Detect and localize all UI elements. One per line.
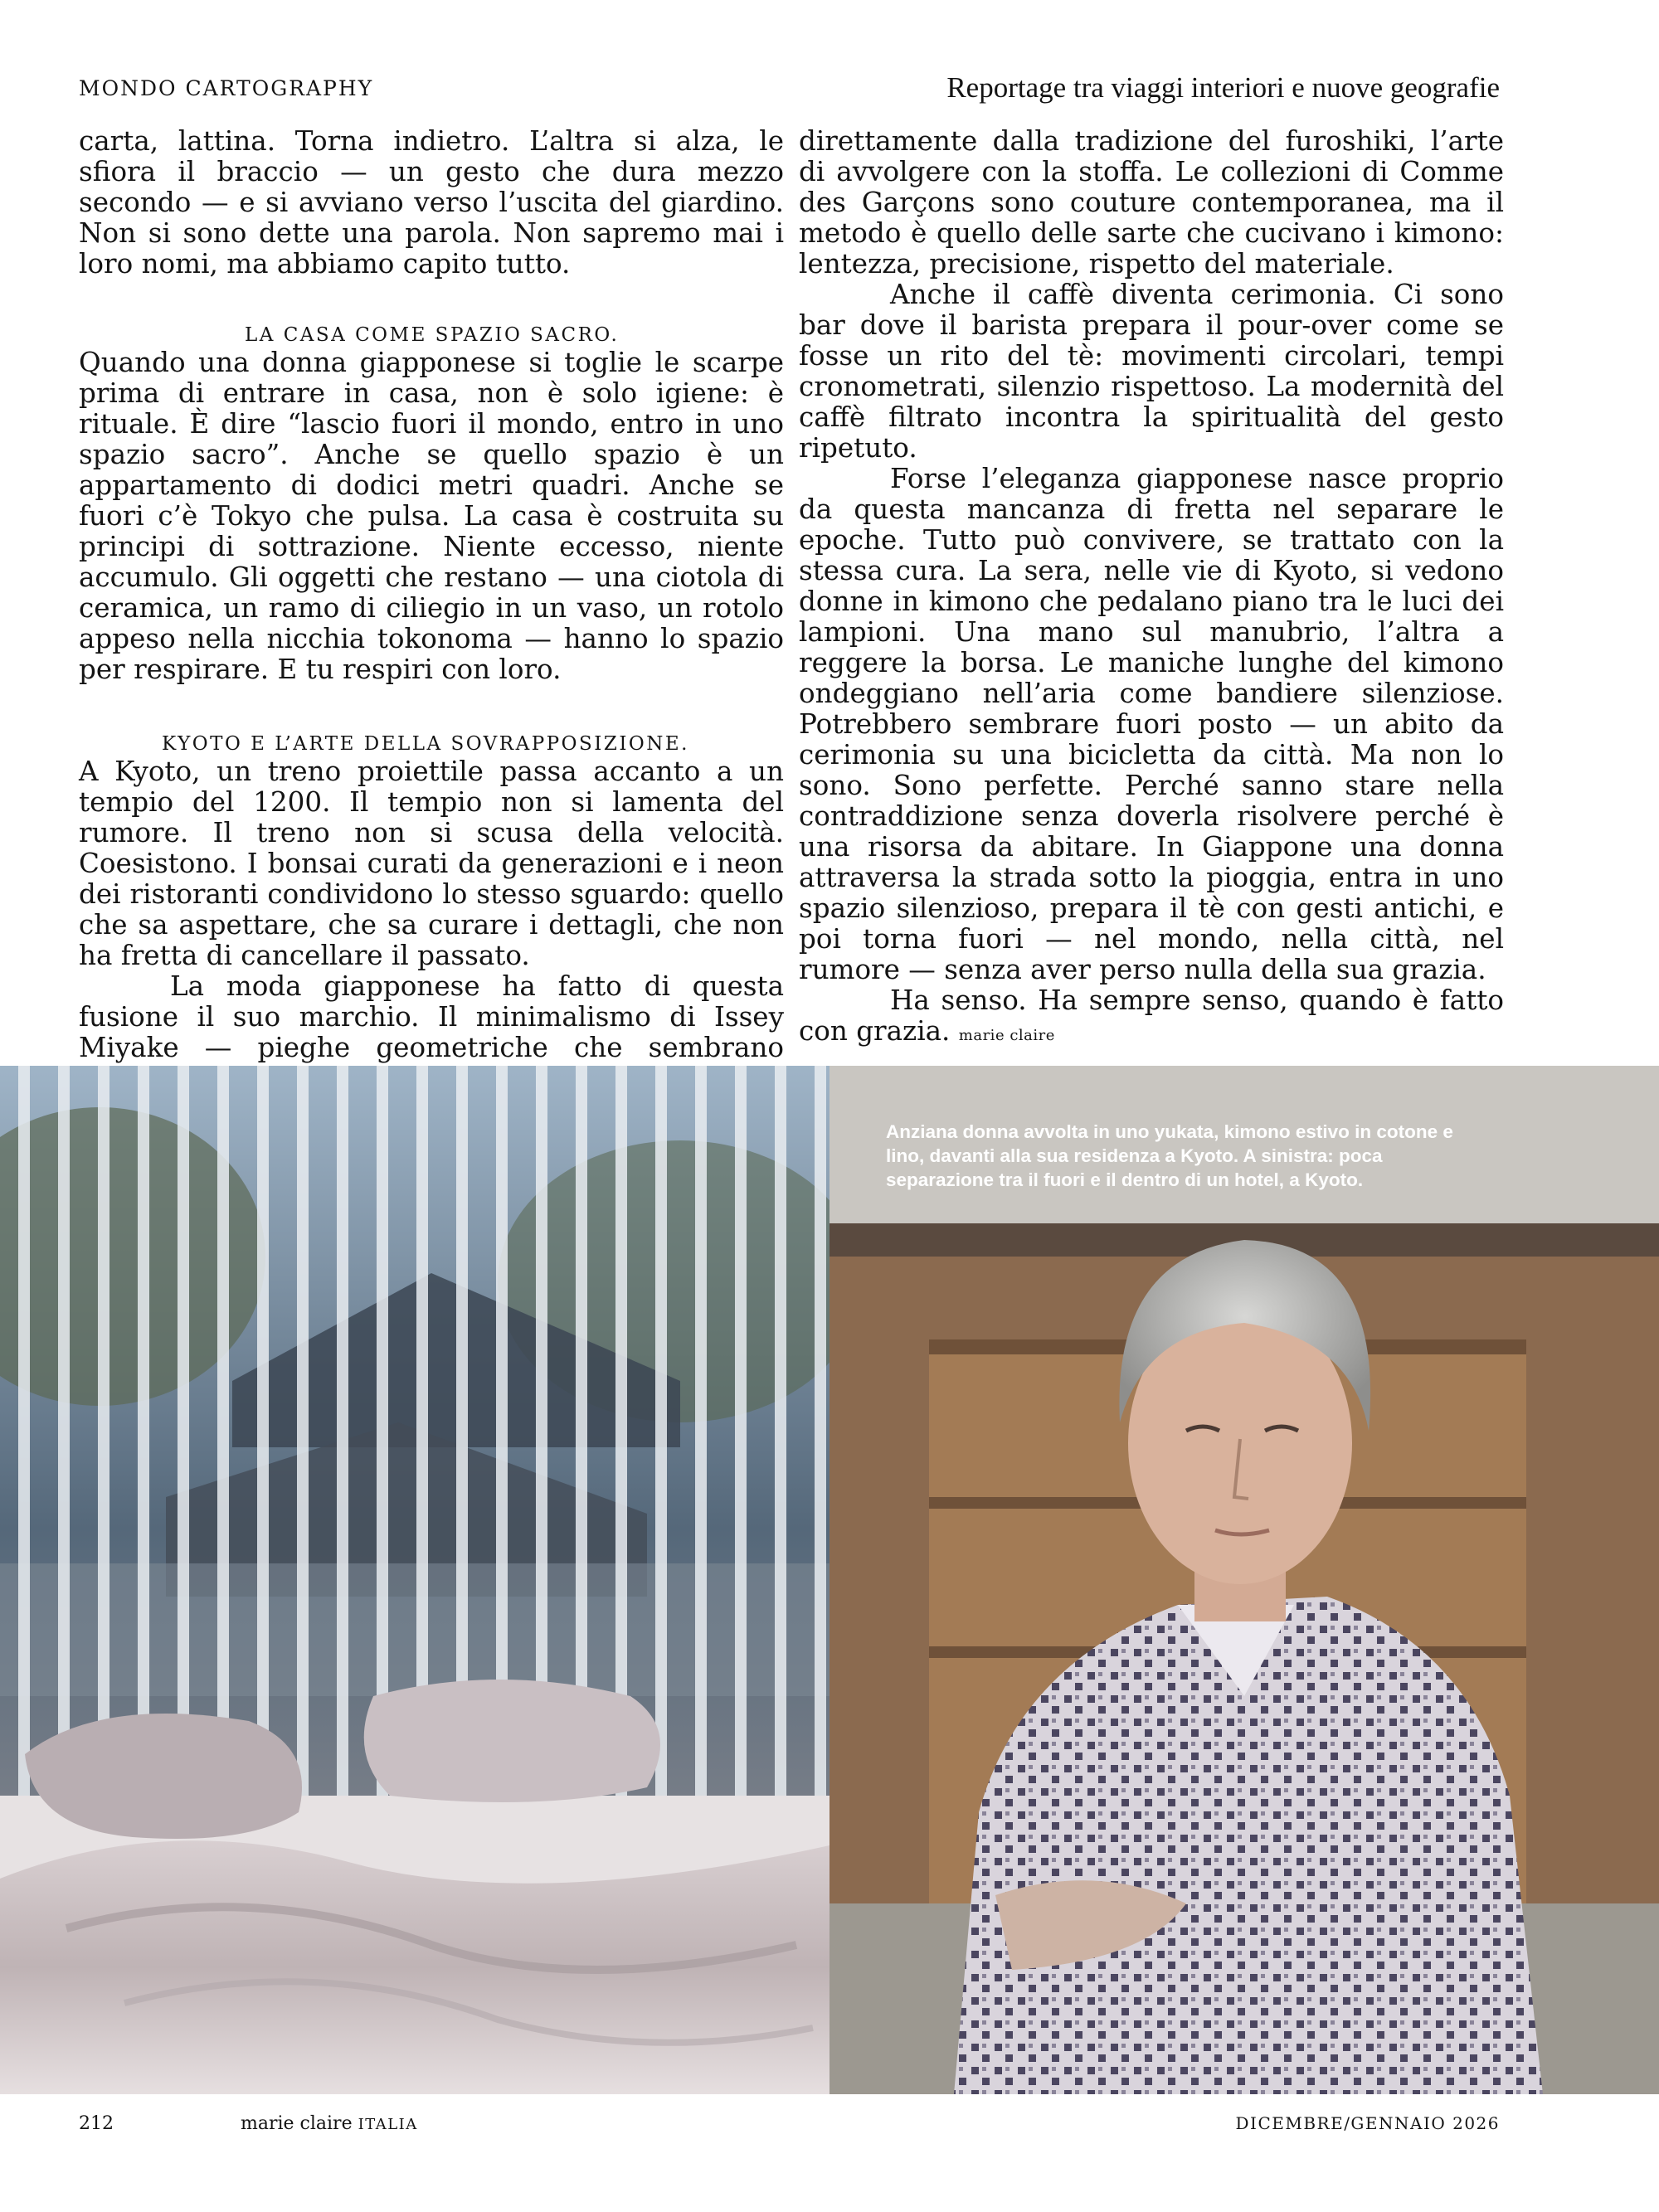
subheading: KYOTO E L’ARTE DELLA SOVRAPPOSIZIONE. [162,733,689,755]
photo-caption: Anziana donna avvolta in uno yukata, kimono estivo in cotone e lino, davanti alla sua residenza a Kyoto. A sinistra: poca separazione tra il fuori e il dentro di un hotel, a Kyoto. [886,1121,1453,1190]
paragraph: Quando una donna giapponese si toglie le scarpe prima di entrare in casa, non è solo igiene: è rituale. È dire “lascio fuori il mondo, entro in uno spazio sacro”. Anche se quello spazio è un appartamento di dodici metri quadri. Anche se fuori c’è Tokyo che pulsa. La casa è costruita su principi di sottrazione. Niente eccesso, niente accumulo. Gli oggetti che restano — una ciotola di ceramica, un ramo di ciliegio in un vaso, un rotolo appeso nella nicchia tokonoma — hanno lo spazio per respirare. E tu respiri con loro. [79,347,784,685]
paragraph: direttamente dalla tradizione del furoshiki, l’arte di avvolgere con la stoffa. Le collezioni di Comme des Garçons sono couture contemporanea, ma il metodo è quello delle sarte che cucivano i kimono: lentezza, precisione, rispetto del materiale. [799,125,1504,280]
subheading: LA CASA COME SPAZIO SACRO. [245,324,620,346]
paragraph: La moda giapponese ha fatto di questa fusione il suo marchio. Il minimalismo di Issey Miyake — pieghe geometriche che sembrano [79,970,784,1063]
magazine-edition: ITALIA [358,2116,418,2133]
paragraph: Anche il caffè diventa cerimonia. Ci sono bar dove il barista prepara il pour-over come se fosse un rito del tè: movimenti circolari, tempi cronometrati, silenzio rispettoso. La modernità del caffè filtrato incontra la spiritualità del gesto ripetuto. [799,279,1504,464]
closing-paragraph [799,985,1504,1051]
portrait-photo [830,1066,1659,2094]
portrait-illustration [830,1066,1659,2094]
magazine-name-text: marie claire [241,2113,353,2134]
paragraph: A Kyoto, un treno proiettile passa accanto a un tempio del 1200. Il tempio non si lamenta del rumore. Il treno non si scusa della velocità. Coesistono. I bonsai curati da generazioni e i neon dei ristoranti condividono lo stesso sguardo: quello che sa aspettare, che sa curare i dettagli, che non ha fretta di cancellare il passato. [79,756,784,971]
left-column [79,126,784,1094]
section-kicker: Reportage tra viaggi interiori e nuove geografie [946,71,1500,104]
hotel-bedroom-photo [0,1066,830,2094]
signoff: marie claire [958,1027,1055,1044]
right-column [799,126,1504,1051]
magazine-name [241,2113,418,2134]
page-number: 212 [79,2113,114,2134]
closing-text: Ha senso. Ha sempre senso, quando è fatto con grazia. [799,984,1504,1047]
paragraph: carta, lattina. Torna indietro. L’altra si alza, le sfiora il braccio — un gesto che dura mezzo secondo — e si avviano verso l’uscita del giardino. Non si sono dette una parola. Non sapremo mai i loro nomi, ma abbiamo capito tutto. [79,125,784,280]
hotel-bedroom-illustration [0,1066,830,2094]
issue-date: DICEMBRE/GENNAIO 2026 [1235,2113,1500,2133]
section-label: MONDO CARTOGRAPHY [79,76,374,100]
paragraph: Forse l’eleganza giapponese nasce proprio da questa mancanza di fretta nel separare le epoche. Tutto può convivere, se trattato con la stessa cura. La sera, nelle vie di Kyoto, si vedono donne in kimono che pedalano piano tra le luci dei lampioni. Una mano sul manubrio, l’altra a reggere la borsa. Le maniche lunghe del kimono ondeggiano nell’aria come bandiere silenziose. Potrebbero sembrare fuori posto — un abito da cerimonia su una bicicletta da città. Ma non lo sono. Sono perfette. Perché sanno stare nella contraddizione senza doverla risolvere perché è una risorsa da abitare. In Giappone una donna attraversa la strada sotto la pioggia, entra in uno spazio silenzioso, prepara il tè con gesti antichi, e poi torna fuori — nel mondo, nella città, nel rumore — senza aver perso nulla della sua grazia. [799,463,1504,985]
